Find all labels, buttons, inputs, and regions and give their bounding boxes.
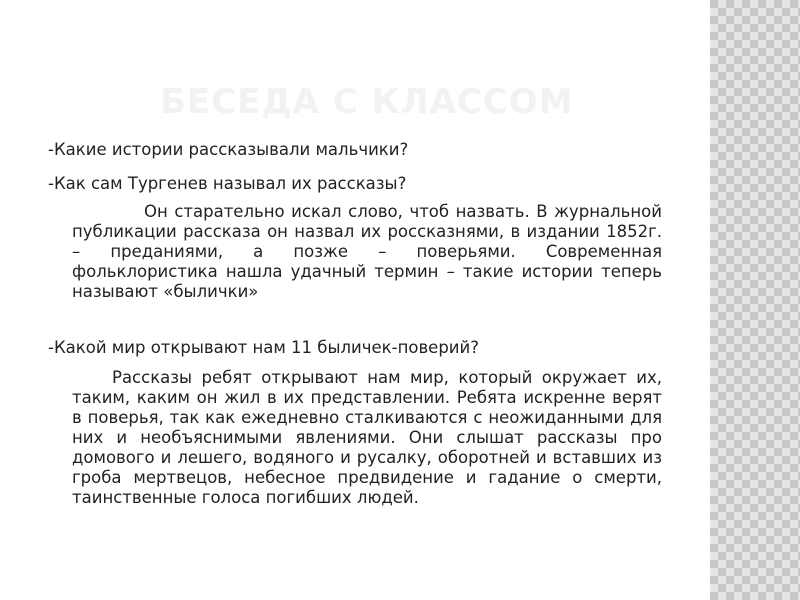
question-2: -Как сам Тургенев называл их рассказы? <box>48 174 407 193</box>
slide-title: БЕСЕДА С КЛАССОМ <box>160 82 574 122</box>
question-3: -Какой мир открывают нам 11 быличек-поверий? <box>48 338 480 357</box>
question-1: -Какие истории рассказывали мальчики? <box>48 140 409 159</box>
answer-1: Он старательно искал слово, чтоб назвать. В журнальной публикации рассказа он назвал их россказнями, в издании 1852г. – преданиями, а позже – поверьями. Современная фольклористика нашла удачный термин – такие истории теперь называют «былички» <box>72 202 662 301</box>
decorative-pattern-sidebar <box>710 0 800 600</box>
answer-2: Рассказы ребят открывают нам мир, который окружает их, таким, каким он жил в их представлении. Ребята искренне верят в поверья, так как ежедневно сталкиваются с неожиданными для них и необъяснимыми явлениями. Они слышат рассказы про домового и лешего, водяного и русалку, оборотней и вставших из гроба мертвецов, небесное предвидение и гадание о смерти, таинственные голоса погибших людей. <box>72 368 662 507</box>
